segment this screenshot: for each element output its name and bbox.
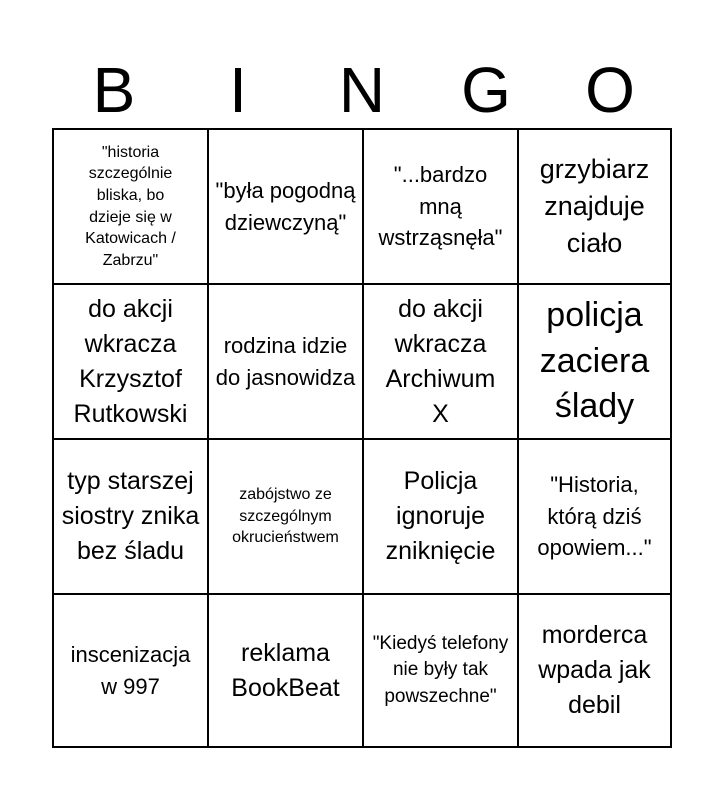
bingo-cell-r2c4[interactable] [519,285,670,440]
cell-text: morderca wpada jak debil [538,621,651,719]
bingo-cell-r2c3[interactable] [364,285,519,440]
cell-text: grzybiarz znajduje ciało [539,153,650,259]
cell-text: "była pogodną dziewczyną" [215,177,356,235]
bingo-board [52,128,672,748]
cell-text: "Kiedyś telefony nie były tak powszechne" [372,632,509,707]
cell-text: reklama BookBeat [231,638,340,702]
header-letter-n: N [338,54,386,126]
bingo-cell-r4c4[interactable] [519,595,670,746]
cell-text: "...bardzo mną wstrząsnęła" [378,161,503,251]
cell-text: do akcji wkracza Krzysztof Rutkowski [73,294,188,428]
bingo-cell-r3c4[interactable] [519,440,670,595]
bingo-cell-r3c3[interactable] [364,440,519,595]
bingo-cell-r4c2[interactable] [209,595,364,746]
header-letter-i: I [229,54,247,126]
cell-text: typ starszej siostry znika bez śladu [61,467,200,565]
bingo-cell-r4c3[interactable] [364,595,519,746]
bingo-cell-r4c1[interactable] [54,595,209,746]
bingo-cell-r2c2[interactable] [209,285,364,440]
bingo-cell-r1c3[interactable] [364,130,519,285]
bingo-cell-r1c1[interactable] [54,130,209,285]
bingo-header [52,52,672,128]
cell-text: zabójstwo ze szczególnym okrucieństwem [232,486,339,547]
cell-text: policja zaciera ślady [539,295,650,426]
bingo-cell-r3c2[interactable] [209,440,364,595]
bingo-cell-r1c2[interactable] [209,130,364,285]
header-letter-b: B [92,54,136,126]
cell-text: do akcji wkracza Archiwum X [385,294,496,428]
cell-text: "historia szczególnie bliska, bo dzieje się w Katowicach / Zabrzu" [85,143,176,269]
header-letter-o: O [585,54,635,126]
cell-text: Policja ignoruje zniknięcie [385,467,496,565]
cell-text: inscenizacja w 997 [70,641,191,699]
cell-text: "Historia, którą dziś opowiem..." [537,471,652,561]
header-letter-g: G [461,54,511,126]
bingo-cell-r3c1[interactable] [54,440,209,595]
bingo-cell-r1c4[interactable] [519,130,670,285]
bingo-cell-r2c1[interactable] [54,285,209,440]
cell-text: rodzina idzie do jasnowidza [215,332,356,390]
